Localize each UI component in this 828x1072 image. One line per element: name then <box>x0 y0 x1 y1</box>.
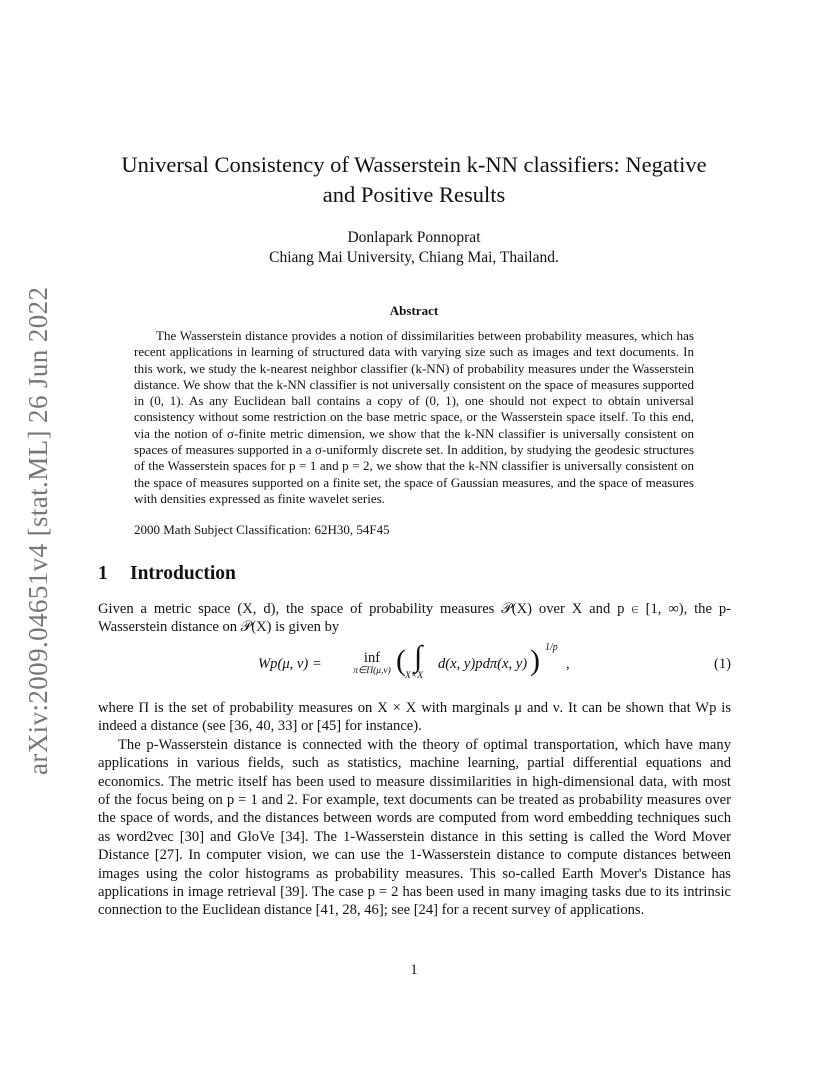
intro-paragraph-1-text: Given a metric space (X, d), the space of probability measures 𝒫(X) over X and p ∈ [1, ∞), the p-Wasserstein distance on 𝒫(X) is given by <box>98 601 731 636</box>
math-subject-classification: 2000 Math Subject Classification: 62H30, 54F45 <box>134 522 390 537</box>
equation-integral-subscript: X×X <box>405 671 424 681</box>
intro-paragraph-1 <box>98 600 731 637</box>
arxiv-side-stamp <box>18 285 58 775</box>
equation-close-paren: ) <box>530 644 540 677</box>
equation-inf <box>342 650 402 676</box>
intro-paragraph-1b: where Π is the set of probability measures on X × X with marginals μ and ν. It can be shown that Wp is indeed a distance (see [36, 40, 33] or [45] for instance). <box>98 700 731 735</box>
title-line-2: and Positive Results <box>322 182 506 207</box>
equation-exponent: 1/p <box>545 642 558 653</box>
title-line-1: Universal Consistency of Wasserstein k-NN classifiers: Negative <box>121 152 707 177</box>
arxiv-identifier: arXiv:2009.04651v4 [stat.ML] 26 Jun 2022 <box>23 286 53 775</box>
equation-open-paren: ( <box>396 644 406 677</box>
equation-inf-label: inf <box>363 650 381 666</box>
page-number: 1 <box>410 962 418 978</box>
section-number: 1 <box>98 563 108 584</box>
intro-paragraph-2: The p-Wasserstein distance is connected with the theory of optimal transportation, which have many applications in various fields, such as statistics, machine learning, partial differential equations and economics. The metric itself has been used to measure dissimilarities in high-dimensional data, with most of the focus being on p = 1 and 2. For example, text documents can be treated as probability measures over the space of words, and the distances between words are computed from word embedding techniques such as word2vec [30] and GloVe [34]. The 1-Wasserstein distance in this setting is called the Word Mover Distance [27]. In computer vision, we can use the 1-Wasserstein distance to compute distances between images using the color histograms as probability measures. This so-called Earth Mover's Distance has applications in image retrieval [39]. The case p = 2 has been used in many imaging tasks due to its intrinsic connection to the Euclidean distance [41, 28, 46]; see [24] for a recent survey of applications. <box>98 736 731 919</box>
paper-title <box>100 150 728 210</box>
equation-comma: , <box>566 656 570 672</box>
section-heading <box>98 563 236 585</box>
equation-lhs: Wp(μ, ν) = <box>258 656 322 672</box>
abstract-heading: Abstract <box>389 303 439 318</box>
equation-number: (1) <box>713 656 731 672</box>
section-title: Introduction <box>130 563 236 584</box>
intro-body <box>98 699 731 920</box>
author-block <box>100 228 728 268</box>
equation-inf-subscript: π∈Π(μ,ν) <box>353 666 391 676</box>
author-affiliation: Chiang Mai University, Chiang Mai, Thailand. <box>269 249 559 266</box>
equation-1 <box>98 640 731 690</box>
author-name: Donlapark Ponnoprat <box>347 229 481 246</box>
equation-integral-sign: ∫ <box>414 640 423 673</box>
abstract-text: The Wasserstein distance provides a notion of dissimilarities between probability measures, which has recent applications in learning of structured data with varying size such as images and text documents. In this work, we study the k-nearest neighbor classifier (k-NN) of probability measures under the Wasserstein distance. We show that the k-NN classifier is not universally consistent on the space of measures supported in (0, 1). As any Euclidean ball contains a copy of (0, 1), one should not expect to obtain universal consistency without some restriction on the base metric space, or the Wasserstein space itself. To this end, via the notion of σ-finite metric dimension, we show that the k-NN classifier is universally consistent on spaces of measures supported in a σ-uniformly discrete set. In addition, by studying the geodesic structures of the Wasserstein spaces for p = 1 and p = 2, we show that the k-NN classifier is universally consistent on the space of measures supported on a finite set, the space of Gaussian measures, and the space of measures with densities expressed as finite wavelet series. <box>134 328 694 506</box>
abstract <box>134 328 694 507</box>
equation-integrand: d(x, y)pdπ(x, y) <box>438 656 528 672</box>
